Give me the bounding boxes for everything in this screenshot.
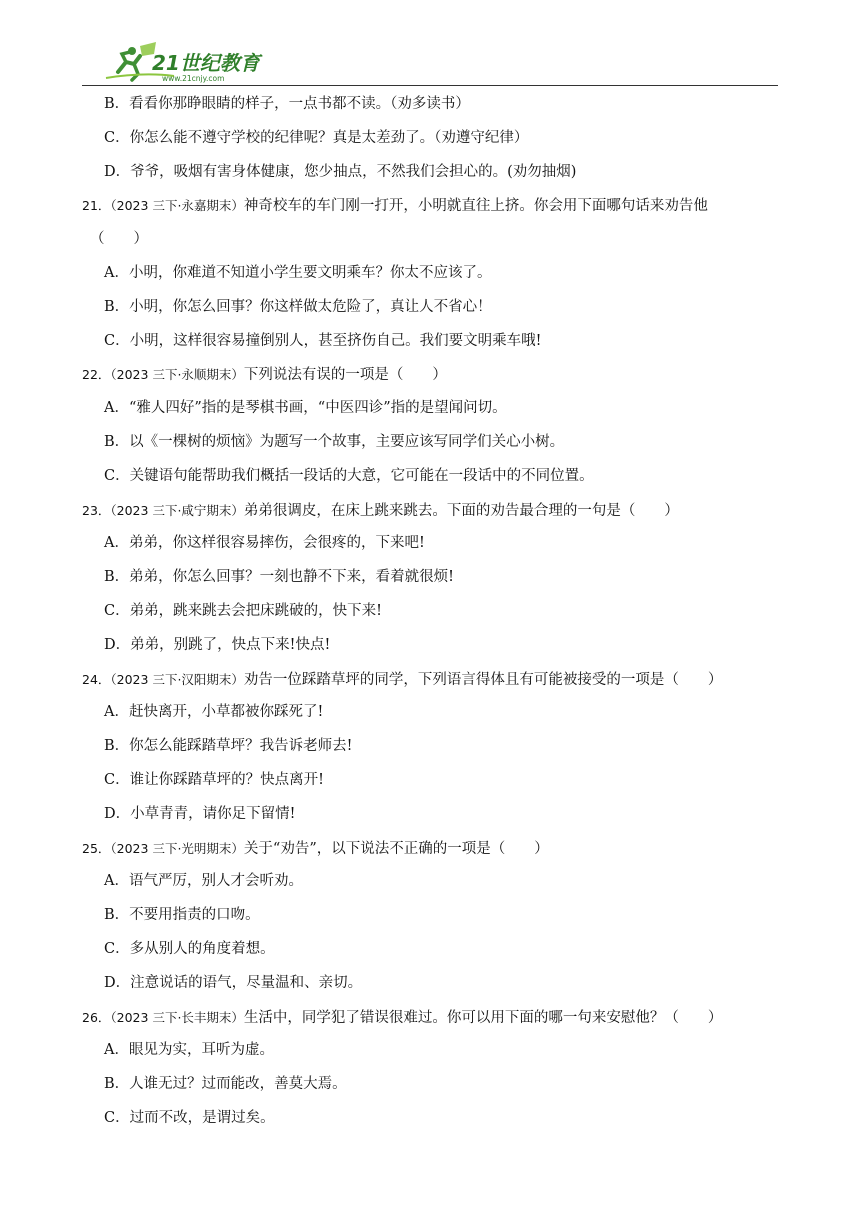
option-text: 关键语句能帮助我们概括一段话的大意，它可能在一段话中的不同位置。	[129, 467, 594, 484]
answer-option	[82, 798, 782, 832]
option-text: 小草青青，请你足下留情!	[130, 805, 296, 822]
logo-subtext: www.21cnjy.com	[162, 74, 225, 83]
question-number: 24．	[82, 671, 111, 687]
option-label: A．	[104, 535, 129, 552]
logo-21cnjy	[104, 42, 304, 84]
question-number: 21．	[82, 198, 111, 214]
question-text: 神奇校车的车门刚一打开，小明就直往上挤。你会用下面哪句话来劝告他	[243, 198, 708, 215]
option-label: C．	[104, 129, 130, 146]
option-label: B．	[104, 907, 130, 924]
question-source: （2023 三下·长丰期末）	[110, 1009, 244, 1025]
option-label: A．	[104, 873, 129, 890]
answer-option	[82, 156, 782, 190]
option-label: A．	[104, 400, 129, 417]
answer-option	[82, 257, 782, 291]
answer-option	[82, 392, 782, 426]
option-label: B．	[104, 96, 130, 112]
logo-text: 21世纪教育	[152, 51, 260, 75]
option-label: B．	[104, 738, 130, 755]
question	[82, 358, 782, 392]
option-text: 小明，你怎么回事？你这样做太危险了，真让人不省心！	[129, 298, 492, 315]
question-number: 23．	[82, 502, 111, 518]
question-source: （2023 三下·光明期末）	[110, 840, 244, 856]
answer-option	[82, 899, 782, 933]
option-label: D．	[104, 805, 131, 822]
option-label: D．	[104, 974, 131, 991]
answer-option	[82, 561, 782, 595]
option-text: 小明，你难道不知道小学生要文明乘车？你太不应该了。	[128, 264, 492, 281]
answer-option	[82, 88, 782, 122]
option-text: 不要用指责的口吻。	[129, 907, 260, 924]
option-label: B．	[104, 298, 130, 315]
option-label: B．	[104, 569, 130, 586]
question-number: 26．	[82, 1009, 111, 1025]
question-continuation	[82, 223, 782, 257]
option-label: B．	[104, 1076, 130, 1093]
question-source: （2023 三下·永顺期末）	[110, 367, 244, 383]
option-text: 注意说话的语气，尽量温和、亲切。	[130, 974, 363, 991]
page-header	[82, 38, 778, 86]
option-text: 弟弟，别跳了，快点下来!快点!	[130, 636, 331, 653]
option-label: A．	[104, 1042, 129, 1059]
question-text: 下列说法有误的一项是（ ）	[243, 367, 447, 384]
answer-option	[82, 967, 782, 1001]
option-text: 语气严厉，别人才会听劝。	[128, 873, 303, 890]
answer-option	[82, 764, 782, 798]
question-text: 弟弟很调皮，在床上跳来跳去。下面的劝告最合理的一句是（ ）	[243, 502, 679, 519]
option-label: C．	[104, 771, 130, 788]
option-label: C．	[104, 332, 130, 349]
option-label: D．	[104, 636, 131, 653]
question-number: 25．	[82, 840, 111, 856]
option-text: 小明，这样很容易撞倒别人，甚至挤伤自己。我们要文明乘车哦!	[129, 332, 542, 349]
answer-option	[82, 426, 782, 460]
answer-option	[82, 730, 782, 764]
answer-option	[82, 325, 782, 359]
question	[82, 832, 782, 866]
option-label: C．	[104, 602, 130, 619]
answer-option	[82, 865, 782, 899]
question	[82, 1001, 782, 1035]
question	[82, 189, 782, 223]
question-source: （2023 三下·永嘉期末）	[110, 198, 244, 214]
option-text: 你怎么能踩踏草坪？我告诉老师去!	[129, 738, 353, 755]
answer-option	[82, 1102, 782, 1136]
question-text: 生活中，同学犯了错误很难过。你可以用下面的哪一句来安慰他？（ ）	[243, 1009, 723, 1026]
option-text: 赶快离开，小草都被你踩死了!	[128, 704, 324, 721]
question-text: 关于“劝告”，以下说法不正确的一项是（ ）	[243, 840, 549, 857]
option-text: 谁让你踩踏草坪的？快点离开!	[129, 771, 324, 788]
option-text: 多从别人的角度着想。	[129, 940, 275, 957]
question-source: （2023 三下·咸宁期末）	[110, 502, 244, 518]
answer-option	[82, 595, 782, 629]
option-label: C．	[104, 940, 130, 957]
option-label: C．	[104, 467, 130, 484]
option-label: B．	[104, 433, 130, 450]
answer-option	[82, 933, 782, 967]
option-text: 人谁无过？过而能改，善莫大焉。	[129, 1076, 347, 1093]
option-text: 弟弟，你这样很容易摔伤，会很疼的，下来吧!	[128, 535, 425, 552]
option-text: 眼见为实，耳听为虚。	[128, 1042, 274, 1059]
question-number: 22．	[82, 367, 111, 383]
option-text: 爷爷，吸烟有害身体健康，您少抽点，不然我们会担心的。(劝勿抽烟)	[130, 163, 577, 180]
answer-option	[82, 460, 782, 494]
answer-option	[82, 122, 782, 156]
header-divider	[82, 85, 778, 86]
option-text: 你怎么能不遵守学校的纪律呢？真是太差劲了。（劝遵守纪律）	[129, 129, 529, 146]
option-label: D．	[104, 163, 131, 180]
option-label: A．	[104, 264, 129, 281]
option-text: 过而不改，是谓过矣。	[129, 1109, 275, 1126]
question	[82, 494, 782, 528]
option-label: C．	[104, 1109, 130, 1126]
answer-option	[82, 1068, 782, 1102]
answer-option	[82, 629, 782, 663]
answer-option	[82, 1034, 782, 1068]
answer-blank: （ ）	[90, 231, 148, 248]
option-text: 看看你那睁眼睛的样子，一点书都不读。（劝多读书）	[129, 96, 470, 112]
question-text: 劝告一位踩踏草坪的同学，下列语言得体且有可能被接受的一项是（ ）	[243, 671, 723, 688]
option-text: “雅人四好”指的是琴棋书画，“中医四诊”指的是望闻问切。	[128, 400, 507, 417]
option-text: 弟弟，跳来跳去会把床跳破的，快下来!	[129, 602, 382, 619]
option-text: 弟弟，你怎么回事？一刻也静不下来，看着就很烦!	[129, 569, 454, 586]
question-list	[82, 88, 782, 1136]
answer-option	[82, 696, 782, 730]
question-source: （2023 三下·汉阳期末）	[110, 671, 244, 687]
question	[82, 663, 782, 697]
option-label: A．	[104, 704, 129, 721]
answer-option	[82, 291, 782, 325]
option-text: 以《一棵树的烦恼》为题写一个故事，主要应该写同学们关心小树。	[129, 433, 565, 450]
answer-option	[82, 527, 782, 561]
